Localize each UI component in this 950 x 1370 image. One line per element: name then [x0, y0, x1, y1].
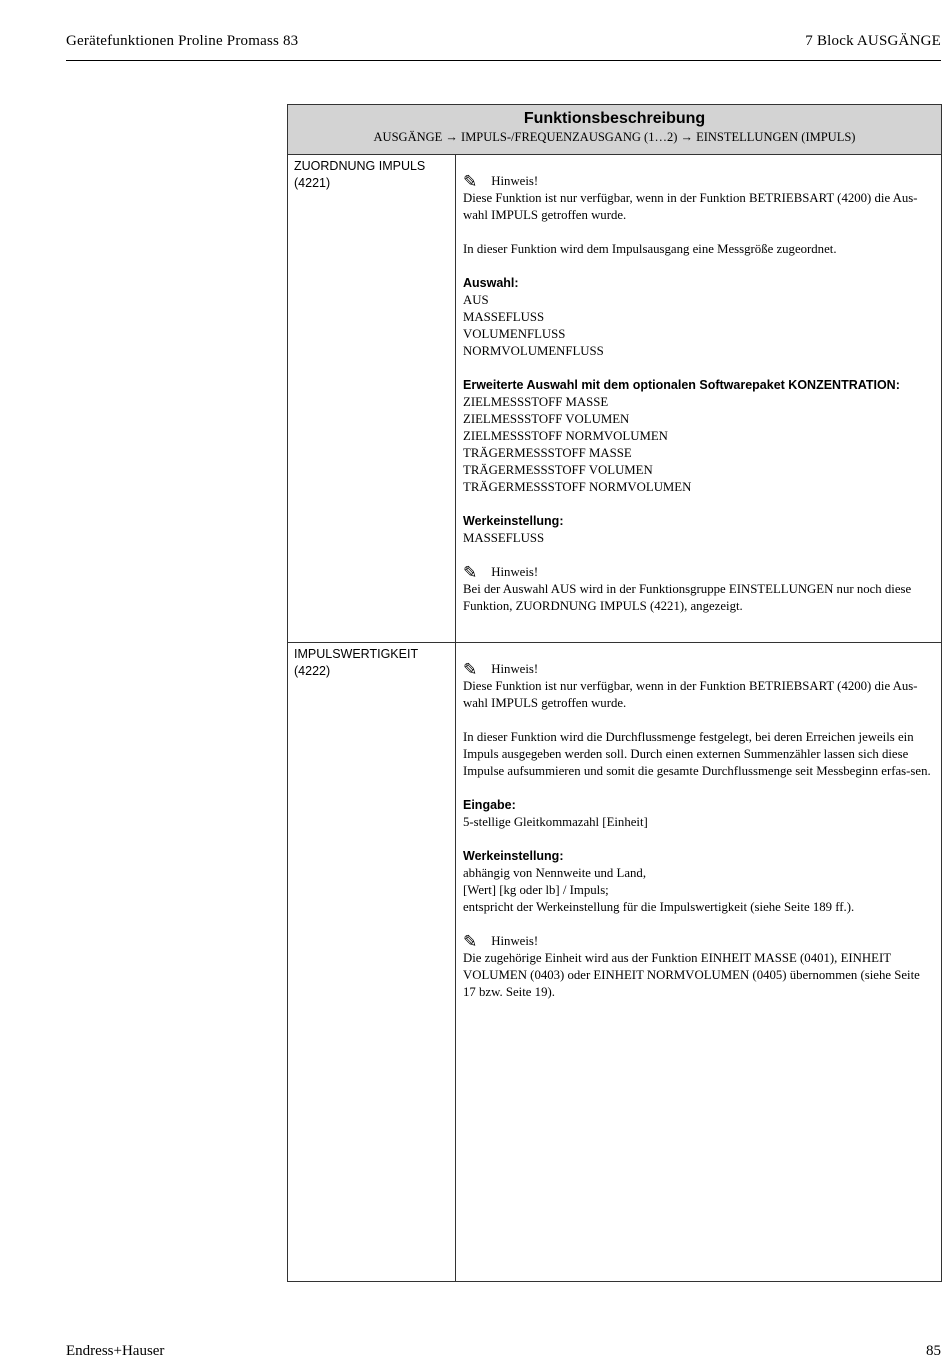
note-text: Diese Funktion ist nur verfügbar, wenn in der Funktion BETRIEBSART (4200) die Aus-wahl IMPULS getroffen wurde. — [463, 679, 918, 710]
default-block — [463, 848, 935, 916]
note-heading — [463, 661, 935, 678]
running-header-title: Gerätefunktionen Proline Promass 83 — [66, 33, 299, 49]
option-item: ZIELMESSSTOFF MASSE — [463, 395, 609, 409]
note-heading — [463, 173, 935, 190]
note-text: Bei der Auswahl AUS wird in der Funktionsgruppe EINSTELLUNGEN nur noch diese Funktion, ZUORDNUNG IMPULS (4221), angezeigt. — [463, 582, 912, 613]
function-table — [287, 104, 942, 1282]
extended-options-label: Erweiterte Auswahl mit dem optionalen Softwarepaket KONZENTRATION: — [463, 378, 900, 392]
option-item: ZIELMESSSTOFF NORMVOLUMEN — [463, 429, 668, 443]
column-divider — [455, 154, 456, 1281]
note-heading — [463, 933, 935, 950]
pencil-icon: ✎ — [463, 660, 478, 679]
default-line: entspricht der Werkeinstellung für die Impulswertigkeit (siehe Seite 189 ff.). — [463, 900, 855, 914]
function-name-label: IMPULSWERTIGKEIT — [294, 647, 419, 661]
option-item: ZIELMESSSTOFF VOLUMEN — [463, 412, 630, 426]
note-text: Die zugehörige Einheit wird aus der Funktion EINHEIT MASSE (0401), EINHEIT VOLUMEN (0403) oder EINHEIT NORMVOLUMEN (0405) übernommen (siehe Seite 17 bzw. Seite 19). — [463, 951, 920, 999]
default-block — [463, 513, 935, 547]
function-code: (4222) — [294, 664, 331, 678]
default-label: Werkeinstellung: — [463, 849, 564, 863]
running-header-chapter: 7 Block AUSGÄNGE — [805, 33, 941, 49]
input-value: 5-stellige Gleitkommazahl [Einheit] — [463, 815, 648, 829]
row-divider — [288, 642, 941, 643]
options-label: Auswahl: — [463, 276, 519, 290]
header-rule — [66, 60, 941, 61]
option-item: TRÄGERMESSSTOFF NORMVOLUMEN — [463, 480, 692, 494]
intro-text: In dieser Funktion wird die Durchflussmenge festgelegt, bei deren Erreichen jeweils ein Impuls ausgegeben werden soll. Durch einen externen Summenzähler lassen sich diese Impulse aufsummieren und somit die gesamte Durchflussmenge seit Messbeginn erfas-sen. — [463, 730, 931, 778]
default-value: MASSEFLUSS — [463, 531, 545, 545]
option-item: TRÄGERMESSSTOFF MASSE — [463, 446, 632, 460]
function-description-4222 — [463, 659, 935, 1018]
footer-brand: Endress+Hauser — [66, 1343, 165, 1359]
function-name-4221 — [294, 158, 425, 192]
note-title: Hinweis! — [491, 934, 539, 948]
option-item: AUS — [463, 293, 489, 307]
input-block — [463, 797, 935, 831]
option-item: NORMVOLUMENFLUSS — [463, 344, 604, 358]
note-title: Hinweis! — [491, 565, 539, 579]
page-number: 85 — [926, 1343, 941, 1359]
table-header — [288, 105, 941, 155]
note-title: Hinweis! — [491, 174, 539, 188]
note-text: Diese Funktion ist nur verfügbar, wenn in der Funktion BETRIEBSART (4200) die Aus-wahl IMPULS getroffen wurde. — [463, 191, 918, 222]
function-name-4222 — [294, 646, 418, 680]
note-heading — [463, 564, 935, 581]
function-name-label: ZUORDNUNG IMPULS — [294, 159, 426, 173]
option-item: MASSEFLUSS — [463, 310, 545, 324]
option-item: VOLUMENFLUSS — [463, 327, 566, 341]
function-code: (4221) — [294, 176, 331, 190]
pencil-icon: ✎ — [463, 932, 478, 951]
intro-text: In dieser Funktion wird dem Impulsausgang eine Messgröße zugeordnet. — [463, 242, 837, 256]
default-label: Werkeinstellung: — [463, 514, 564, 528]
default-line: [Wert] [kg oder lb] / Impuls; — [463, 883, 609, 897]
options-block — [463, 275, 935, 360]
note-title: Hinweis! — [491, 662, 539, 676]
table-title: Funktionsbeschreibung — [523, 110, 706, 127]
option-item: TRÄGERMESSSTOFF VOLUMEN — [463, 463, 653, 477]
pencil-icon: ✎ — [463, 563, 478, 582]
function-description-4221 — [463, 171, 935, 632]
input-label: Eingabe: — [463, 798, 516, 812]
table-breadcrumb: AUSGÄNGE → IMPULS-/FREQUENZAUSGANG (1…2) → EINSTELLUNGEN (IMPULS) — [373, 130, 856, 144]
extended-options-block — [463, 377, 935, 496]
pencil-icon: ✎ — [463, 172, 478, 191]
default-line: abhängig von Nennweite und Land, — [463, 866, 647, 880]
